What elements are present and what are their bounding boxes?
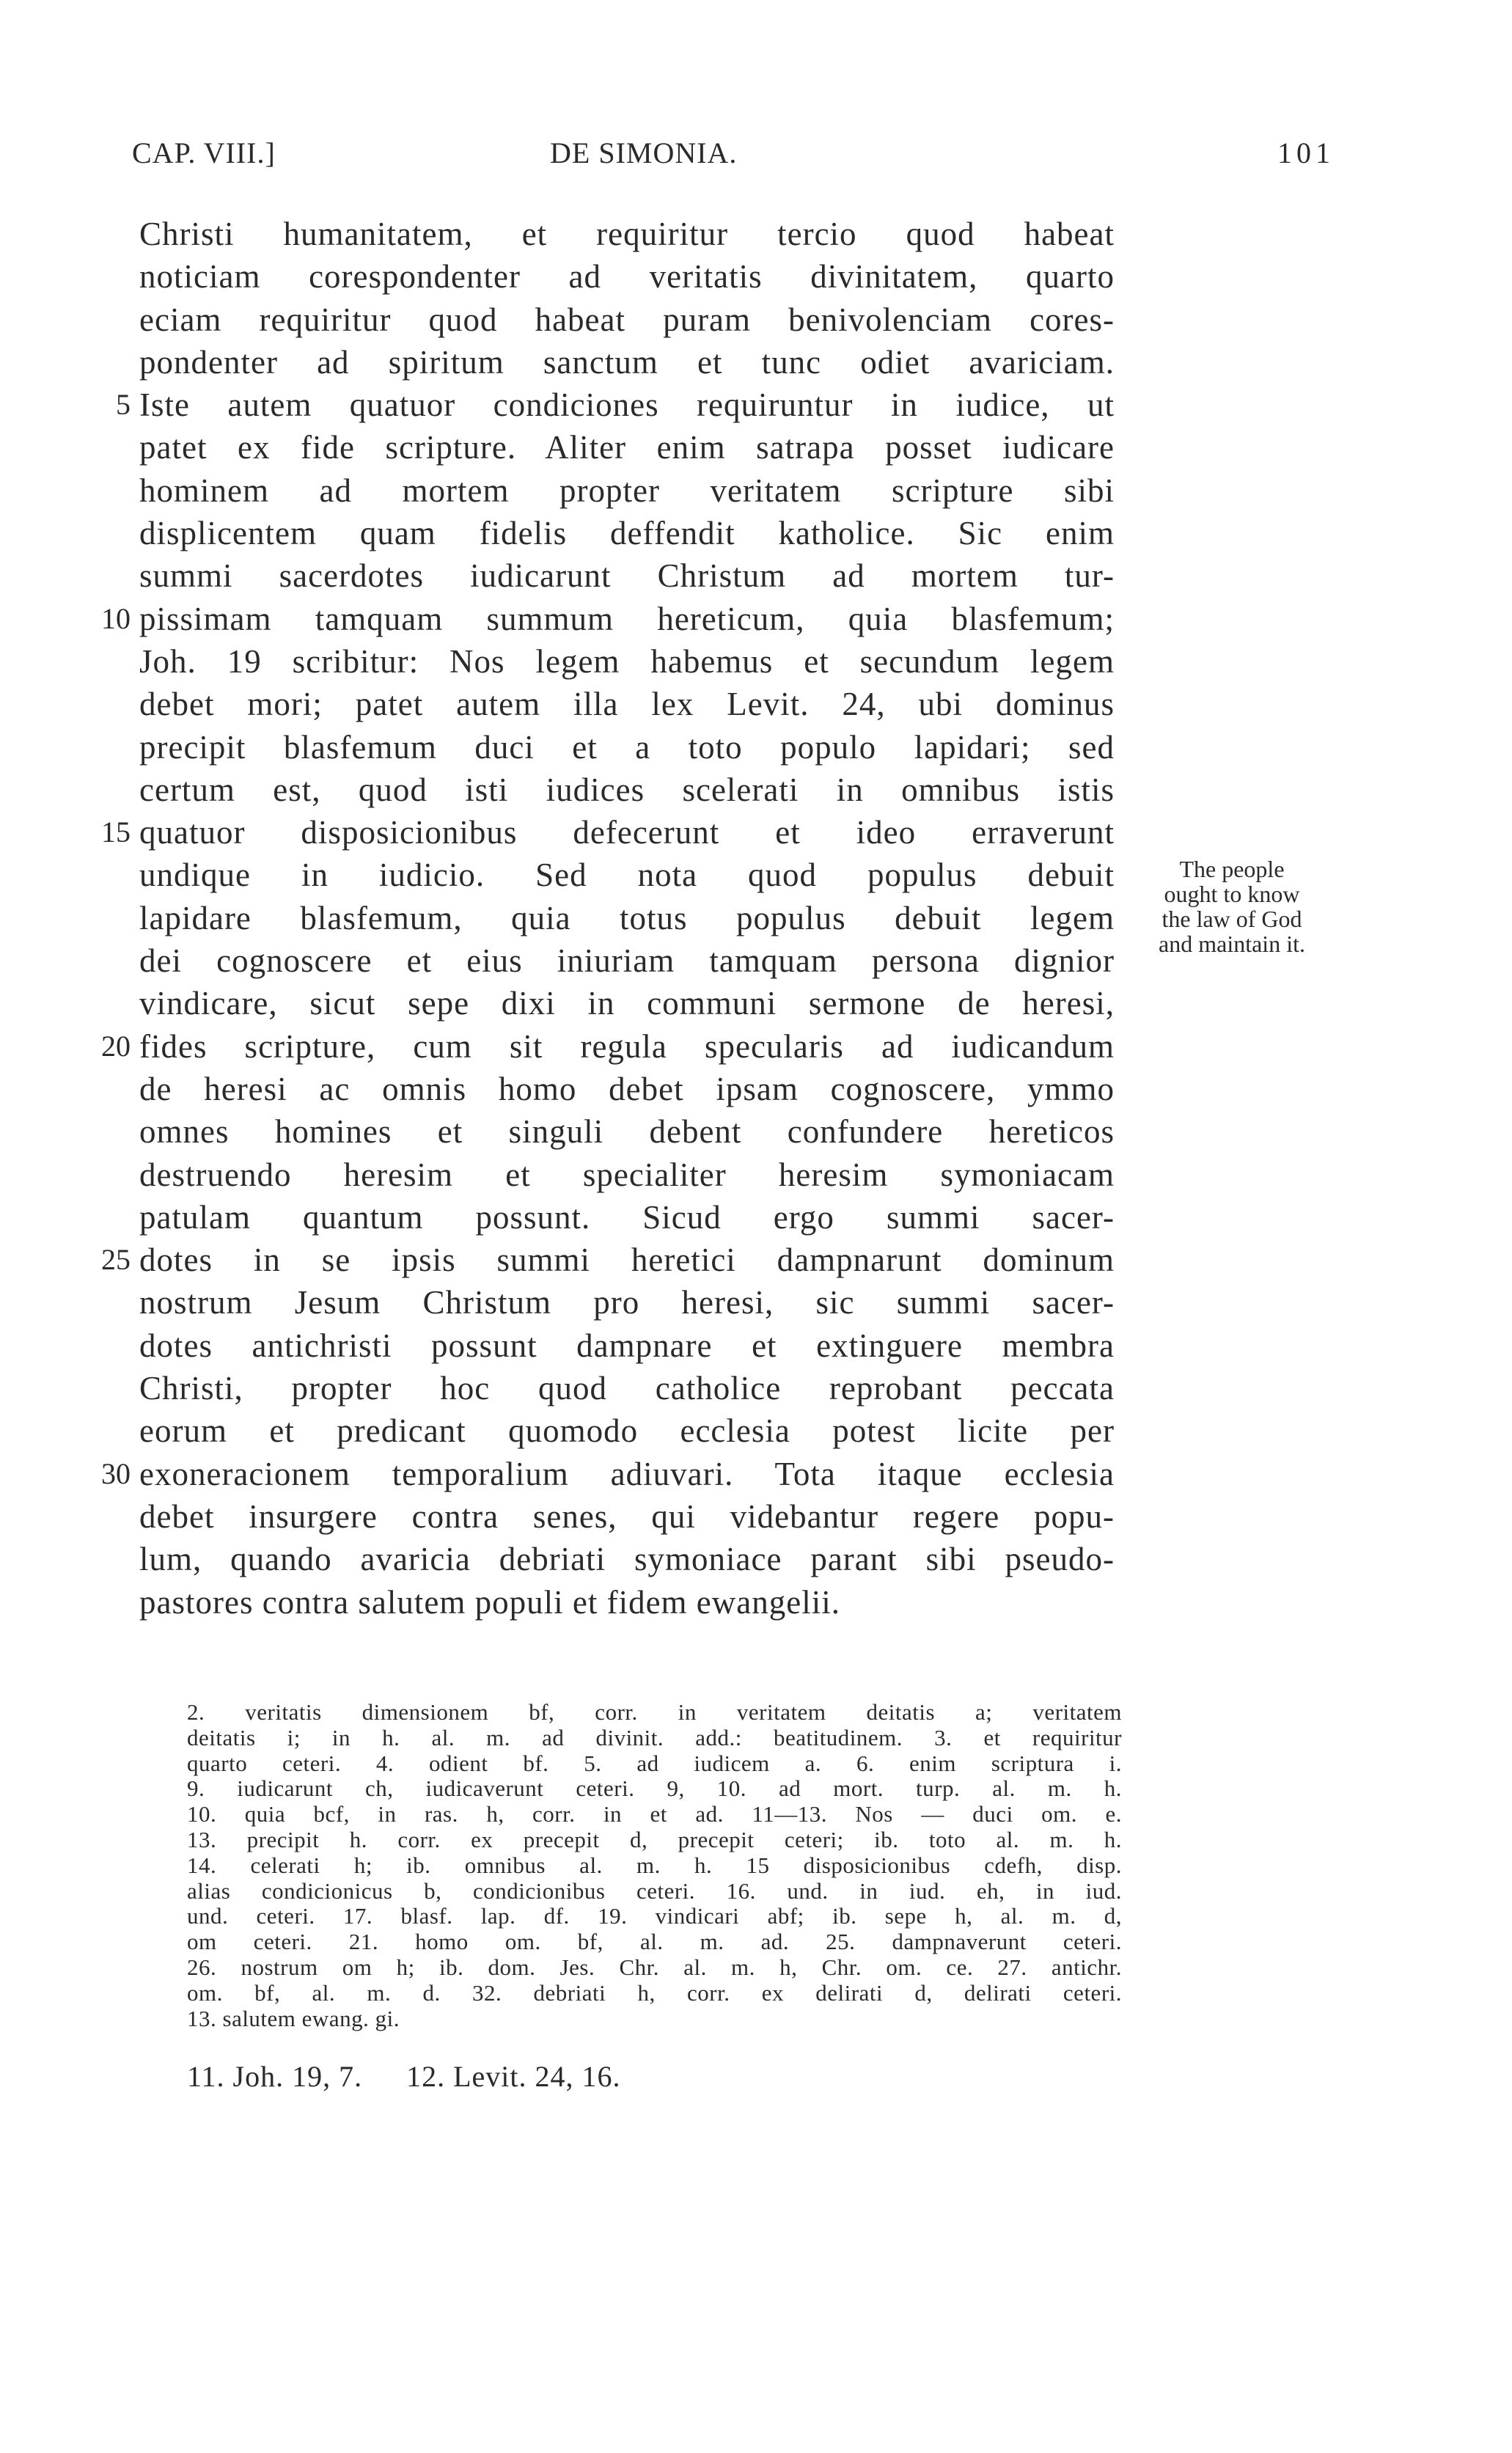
line-number: 20 xyxy=(101,1029,131,1063)
text-line xyxy=(0,726,1512,769)
line-text: Christi humanitatem, et requiritur tercio quod habeat xyxy=(139,216,1115,252)
line-text: dotes in se ipsis summi heretici dampnarunt dominum xyxy=(139,1242,1115,1279)
text-line xyxy=(0,1538,1512,1580)
text-line xyxy=(0,598,1512,640)
text-line xyxy=(0,982,1512,1024)
text-line xyxy=(0,1196,1512,1239)
line-text: pondenter ad spiritum sanctum et tunc odiet avariciam. xyxy=(139,343,1115,381)
line-text: destruendo heresim et specialiter heresim symoniacam xyxy=(139,1156,1115,1193)
line-text: Christi, propter hoc quod catholice reprobant peccata xyxy=(139,1370,1115,1407)
line-text: Iste autem quatuor condiciones requiruntur in iudice, ut xyxy=(139,386,1115,424)
line-text: displicentem quam fidelis deffendit katholice. Sic enim xyxy=(139,515,1115,552)
line-number: 15 xyxy=(101,815,131,849)
apparatus-line: 10. quia bcf, in ras. h, corr. in et ad. 11—13. Nos — duci om. e. xyxy=(187,1801,1122,1827)
line-text: exoneracionem temporalium adiuvari. Tota itaque ecclesia xyxy=(139,1455,1115,1492)
apparatus-line: 2. veritatis dimensionem bf, corr. in veritatem deitatis a; veritatem xyxy=(187,1699,1122,1725)
line-text: lapidare blasfemum, quia totus populus debuit legem xyxy=(139,899,1115,936)
text-line xyxy=(0,426,1512,469)
line-text: quatuor disposicionibus defecerunt et ideo erraverunt xyxy=(139,814,1115,851)
text-line xyxy=(0,1239,1512,1281)
apparatus-line: 14. celerati h; ib. omnibus al. m. h. 15 disposicionibus cdefh, disp. xyxy=(187,1852,1122,1878)
text-line xyxy=(0,512,1512,554)
line-text: hominem ad mortem propter veritatem scripture sibi xyxy=(139,472,1115,509)
text-line xyxy=(0,1367,1512,1409)
text-line xyxy=(0,640,1512,683)
line-text: dei cognoscere et eius iniuriam tamquam persona dignior xyxy=(139,942,1115,980)
line-text: pastores contra salutem populi et fidem ewangelii. xyxy=(139,1583,840,1621)
line-text: debet mori; patet autem illa lex Levit. 24, ubi dominus xyxy=(139,686,1115,723)
apparatus-line: quarto ceteri. 4. odient bf. 5. ad iudicem a. 6. enim scriptura i. xyxy=(187,1750,1122,1776)
line-number: 25 xyxy=(101,1243,131,1277)
line-text: certum est, quod isti iudices scelerati in omnibus istis xyxy=(139,771,1115,808)
text-line xyxy=(0,1110,1512,1153)
text-line xyxy=(0,213,1512,255)
apparatus-line: 13. salutem ewang. gi. xyxy=(187,2005,400,2031)
page-title: DE SIMONIA. xyxy=(550,136,738,169)
critical-apparatus xyxy=(187,1700,1122,2031)
text-line xyxy=(0,255,1512,298)
apparatus-line: 9. iudicarunt ch, iudicaverunt ceteri. 9, 10. ad mort. turp. al. m. h. xyxy=(187,1775,1122,1802)
line-text: omnes homines et singuli debent confundere hereticos xyxy=(139,1113,1115,1151)
line-text: eciam requiritur quod habeat puram benivolenciam cores- xyxy=(139,301,1115,338)
line-text: patet ex fide scripture. Aliter enim satrapa posset iudicare xyxy=(139,429,1115,466)
line-text: lum, quando avaricia debriati symoniace parant sibi pseudo- xyxy=(139,1541,1115,1578)
line-text: pissimam tamquam summum hereticum, quia blasfemum; xyxy=(139,600,1115,637)
margin-note-line: the law of God xyxy=(1161,906,1302,932)
text-line xyxy=(0,1324,1512,1367)
apparatus-line: 13. precipit h. corr. ex precepit d, precepit ceteri; ib. toto al. m. h. xyxy=(187,1826,1122,1852)
line-text: summi sacerdotes iudicarunt Christum ad mortem tur- xyxy=(139,557,1115,595)
apparatus-line: und. ceteri. 17. blasf. lap. df. 19. vindicari abf; ib. sepe h, al. m. d, xyxy=(187,1903,1122,1929)
reference: 12. Levit. 24, 16. xyxy=(406,2060,621,2093)
line-text: vindicare, sicut sepe dixi in communi sermone de heresi, xyxy=(139,985,1115,1022)
running-head xyxy=(132,136,1335,180)
page-number: 101 xyxy=(1277,136,1335,169)
line-number: 10 xyxy=(101,601,131,635)
line-text: noticiam corespondenter ad veritatis divinitatem, quarto xyxy=(139,258,1115,296)
text-line xyxy=(0,1281,1512,1324)
text-line xyxy=(0,1495,1512,1538)
apparatus-line: om ceteri. 21. homo om. bf, al. m. ad. 25. dampnaverunt ceteri. xyxy=(187,1929,1122,1955)
scripture-references xyxy=(187,2059,1122,2094)
line-text: nostrum Jesum Christum pro heresi, sic summi sacer- xyxy=(139,1284,1115,1321)
apparatus-line: deitatis i; in h. al. m. ad divinit. add.: beatitudinem. 3. et requiritur xyxy=(187,1724,1122,1750)
text-line xyxy=(0,298,1512,341)
apparatus-line: om. bf, al. m. d. 32. debriati h, corr. ex delirati d, delirati ceteri. xyxy=(187,1979,1122,2006)
line-text: de heresi ac omnis homo debet ipsam cognoscere, ymmo xyxy=(139,1070,1115,1107)
text-line xyxy=(0,1068,1512,1110)
apparatus-line: 26. nostrum om h; ib. dom. Jes. Chr. al. m. h, Chr. om. ce. 27. antichr. xyxy=(187,1954,1122,1980)
line-text: Joh. 19 scribitur: Nos legem habemus et secundum legem xyxy=(139,642,1115,680)
text-line xyxy=(0,1581,1512,1624)
text-line xyxy=(0,1154,1512,1196)
text-line xyxy=(0,384,1512,426)
line-text: patulam quantum possunt. Sicud ergo summi sacer- xyxy=(139,1198,1115,1236)
margin-note xyxy=(1122,857,1342,956)
line-text: eorum et predicant quomodo ecclesia potest licite per xyxy=(139,1412,1115,1450)
text-line xyxy=(0,769,1512,811)
margin-note-line: ought to know xyxy=(1164,881,1300,907)
line-text: undique in iudicio. Sed nota quod populus debuit xyxy=(139,857,1115,894)
text-line xyxy=(0,469,1512,512)
text-line xyxy=(0,811,1512,854)
line-number: 30 xyxy=(101,1456,131,1490)
apparatus-line: alias condicionicus b, condicionibus ceteri. 16. und. in iud. eh, in iud. xyxy=(187,1877,1122,1904)
margin-note-line: and maintain it. xyxy=(1159,931,1305,957)
text-line xyxy=(0,1025,1512,1068)
line-text: dotes antichristi possunt dampnare et extinguere membra xyxy=(139,1327,1115,1364)
text-line xyxy=(0,1409,1512,1452)
margin-note-line: The people xyxy=(1179,856,1285,882)
text-line xyxy=(0,1453,1512,1495)
line-text: fides scripture, cum sit regula specularis ad iudicandum xyxy=(139,1027,1115,1065)
reference: 11. Joh. 19, 7. xyxy=(187,2060,363,2093)
text-line xyxy=(0,554,1512,597)
line-text: precipit blasfemum duci et a toto populo lapidari; sed xyxy=(139,728,1115,766)
text-line xyxy=(0,341,1512,384)
line-number: 5 xyxy=(116,388,131,422)
text-line xyxy=(0,683,1512,725)
chapter-label: CAP. VIII.] xyxy=(132,136,276,169)
line-text: debet insurgere contra senes, qui videbantur regere popu- xyxy=(139,1497,1115,1535)
